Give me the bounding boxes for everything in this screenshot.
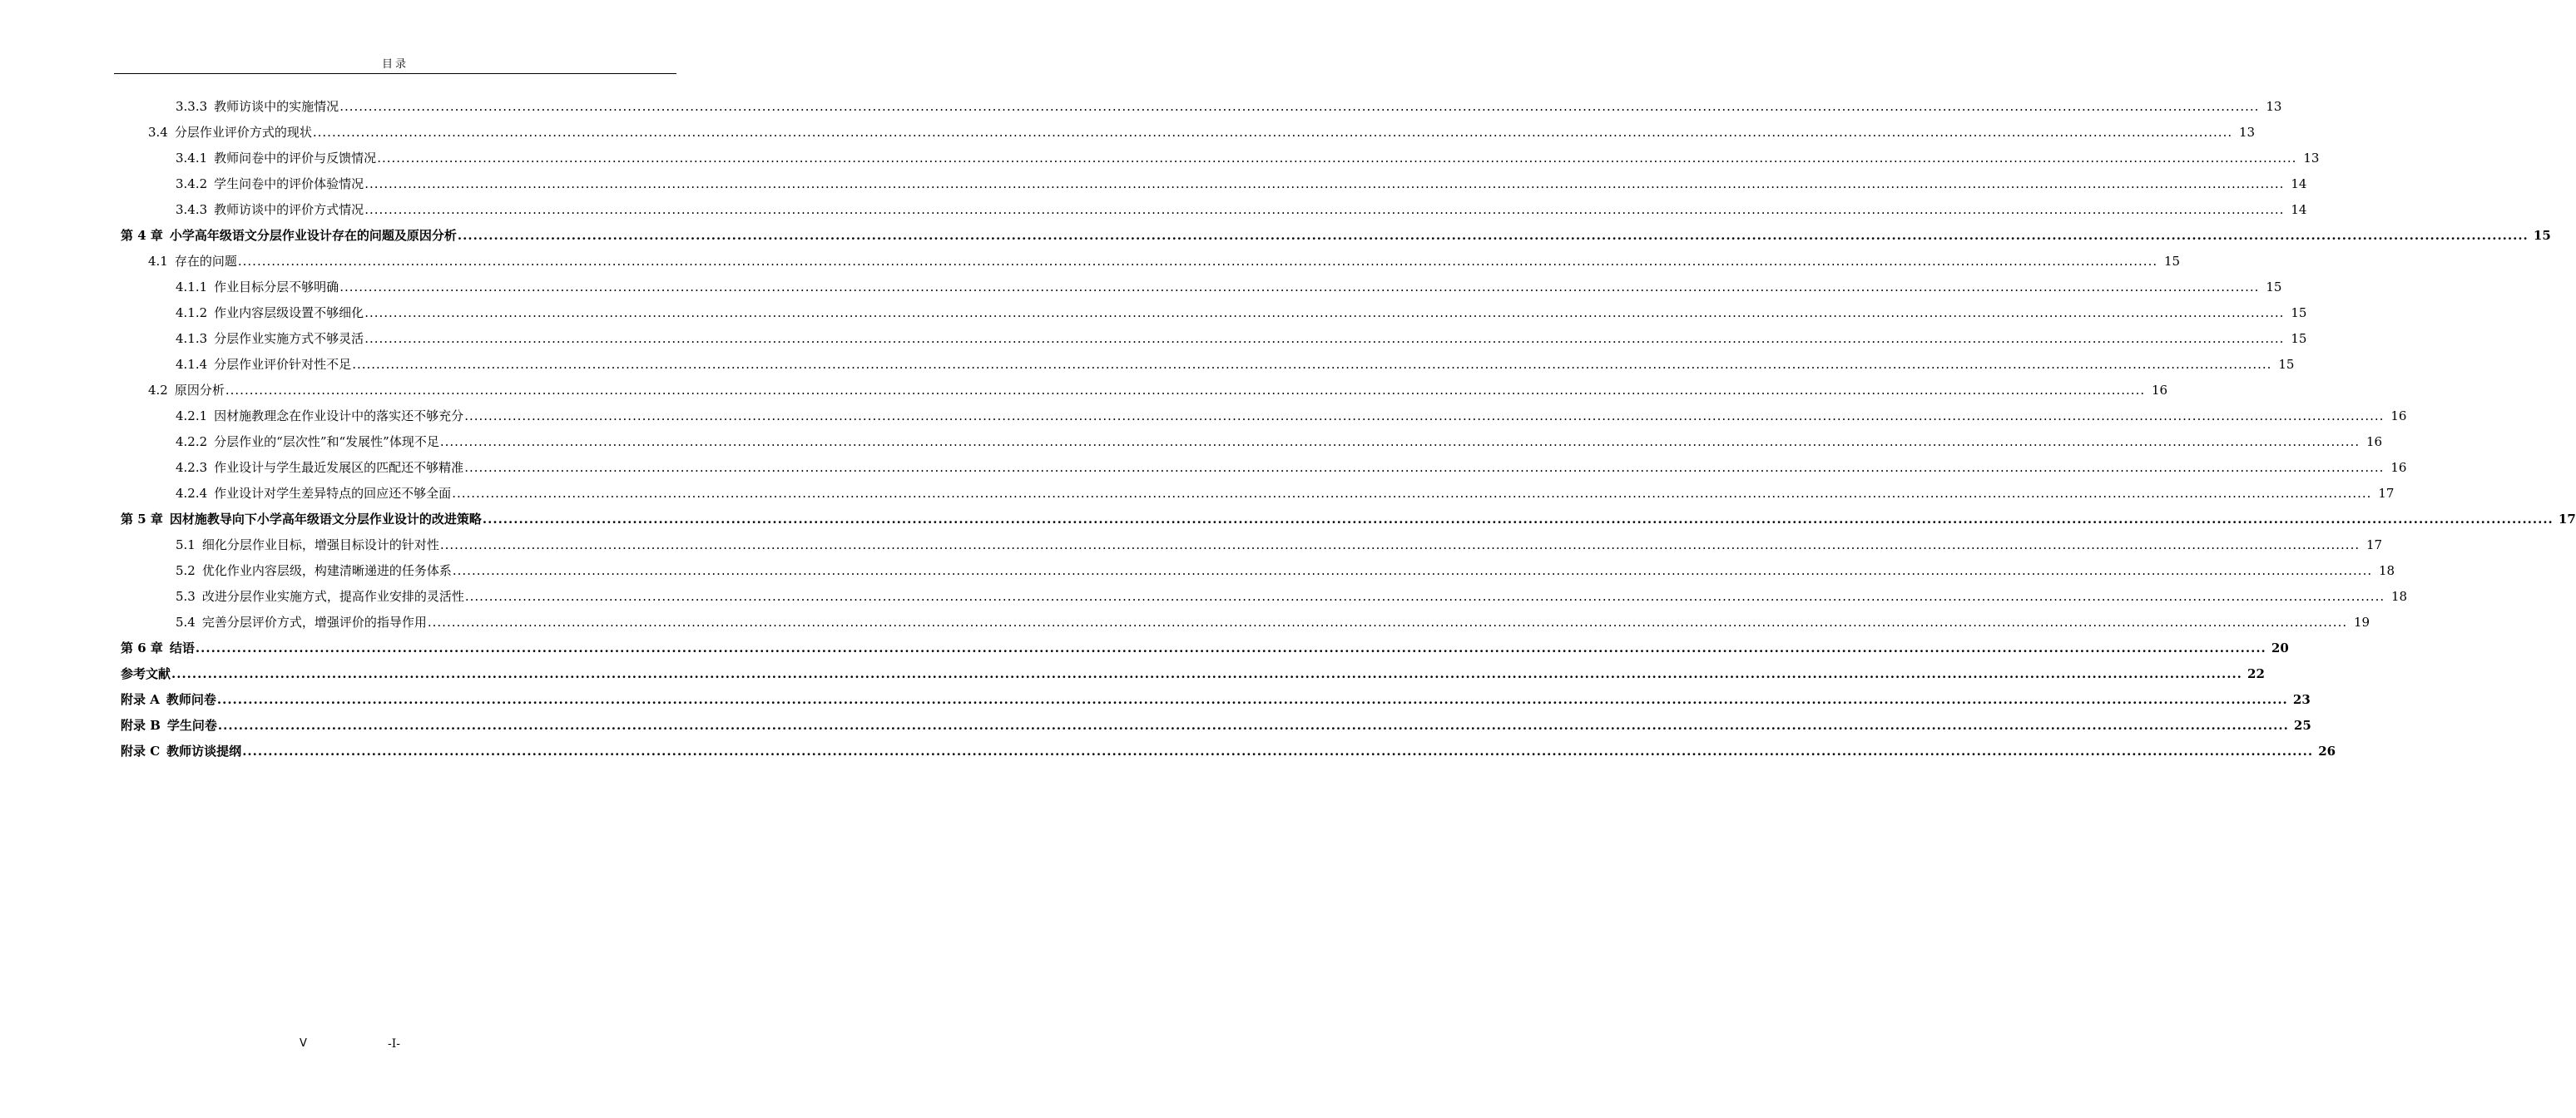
toc-entry-title: 参考文献 bbox=[121, 666, 171, 681]
toc-entry-title: 因材施教导向下小学高年级语文分层作业设计的改进策略 bbox=[169, 512, 482, 527]
toc-section-number: 3.4 bbox=[148, 125, 168, 140]
toc-section-number: 5.4 bbox=[176, 615, 196, 630]
toc-page-number: 16 bbox=[2390, 408, 2407, 423]
toc-entry-title: 作业内容层级设置不够细化 bbox=[214, 305, 364, 320]
toc-dot-leader: ................................................................................................................................................................................................................................................................................................................................................................................................................ bbox=[464, 460, 2385, 475]
toc-dot-leader: ................................................................................................................................................................................................................................................................................................................................................................................................................ bbox=[242, 744, 2314, 759]
toc-entry[interactable] bbox=[0, 585, 2408, 611]
toc-page-number: 13 bbox=[2303, 151, 2320, 166]
toc-entry[interactable] bbox=[0, 172, 2307, 198]
toc-page-number: 13 bbox=[2266, 99, 2282, 114]
toc-page-number: 14 bbox=[2291, 176, 2307, 191]
toc-entry-title: 作业设计对学生差异特点的回应还不够全面 bbox=[214, 486, 452, 501]
toc-entry[interactable] bbox=[0, 224, 2551, 250]
toc-page-number: 23 bbox=[2292, 692, 2311, 707]
footer-mark: V bbox=[300, 1037, 307, 1050]
toc-entry[interactable] bbox=[0, 353, 2295, 378]
toc-entry-title: 分层作业实施方式不够灵活 bbox=[214, 331, 364, 346]
toc-dot-leader: ................................................................................................................................................................................................................................................................................................................................................................................................................ bbox=[427, 615, 2348, 630]
toc-dot-leader: ................................................................................................................................................................................................................................................................................................................................................................................................................ bbox=[364, 305, 2285, 320]
toc-page-number: 17 bbox=[2378, 486, 2395, 501]
toc-entry-title: 教师访谈中的评价方式情况 bbox=[214, 202, 364, 217]
toc-dot-leader: ................................................................................................................................................................................................................................................................................................................................................................................................................ bbox=[339, 280, 2260, 294]
toc-section-number: 附录 A bbox=[121, 692, 160, 707]
toc-dot-leader: ................................................................................................................................................................................................................................................................................................................................................................................................................ bbox=[464, 408, 2385, 423]
toc-dot-leader: ................................................................................................................................................................................................................................................................................................................................................................................................................ bbox=[225, 383, 2146, 398]
table-of-contents bbox=[0, 95, 2576, 765]
toc-page-number: 14 bbox=[2291, 202, 2307, 217]
toc-section-number: 4.2.1 bbox=[176, 408, 208, 423]
toc-dot-leader: ................................................................................................................................................................................................................................................................................................................................................................................................................ bbox=[217, 718, 2289, 733]
toc-page-number: 15 bbox=[2164, 254, 2181, 269]
toc-section-number: 4.1.3 bbox=[176, 331, 208, 346]
toc-dot-leader: ................................................................................................................................................................................................................................................................................................................................................................................................................ bbox=[352, 357, 2272, 372]
toc-section-number: 附录 C bbox=[121, 744, 161, 759]
toc-entry-title: 小学高年级语文分层作业设计存在的问题及原因分析 bbox=[169, 228, 457, 243]
toc-entry-title: 因材施教理念在作业设计中的落实还不够充分 bbox=[214, 408, 464, 423]
toc-entry-title: 教师问卷 bbox=[166, 692, 216, 707]
footer-page-number: -I- bbox=[388, 1037, 400, 1051]
toc-section-number: 3.4.1 bbox=[176, 151, 208, 166]
toc-dot-leader: ................................................................................................................................................................................................................................................................................................................................................................................................................ bbox=[377, 151, 2297, 166]
toc-entry[interactable] bbox=[0, 95, 2282, 121]
toc-entry[interactable] bbox=[0, 250, 2181, 275]
toc-entry[interactable] bbox=[0, 275, 2282, 301]
toc-dot-leader: ................................................................................................................................................................................................................................................................................................................................................................................................................ bbox=[171, 666, 2242, 681]
toc-entry-title: 分层作业评价方式的现状 bbox=[174, 125, 312, 140]
toc-entry-title: 结语 bbox=[169, 641, 195, 655]
toc-dot-leader: ................................................................................................................................................................................................................................................................................................................................................................................................................ bbox=[464, 589, 2385, 604]
toc-dot-leader: ................................................................................................................................................................................................................................................................................................................................................................................................................ bbox=[439, 537, 2361, 552]
toc-section-number: 5.2 bbox=[176, 563, 196, 578]
toc-page-number: 15 bbox=[2291, 305, 2307, 320]
toc-page-number: 16 bbox=[2366, 434, 2383, 449]
toc-entry-title: 完善分层评价方式，增强评价的指导作用 bbox=[201, 615, 427, 630]
toc-entry[interactable] bbox=[0, 507, 2576, 533]
toc-entry[interactable] bbox=[0, 121, 2256, 146]
toc-section-number: 5.3 bbox=[176, 589, 196, 604]
toc-page-number: 26 bbox=[2318, 744, 2336, 759]
toc-section-number: 4.2.4 bbox=[176, 486, 208, 501]
toc-page-number: 16 bbox=[2390, 460, 2407, 475]
toc-entry[interactable] bbox=[0, 301, 2307, 327]
toc-entry-title: 存在的问题 bbox=[174, 254, 237, 269]
toc-entry[interactable] bbox=[0, 688, 2311, 714]
toc-entry-title: 教师访谈提纲 bbox=[166, 744, 242, 759]
toc-entry[interactable] bbox=[0, 198, 2307, 224]
toc-entry[interactable] bbox=[0, 327, 2307, 353]
toc-page-number: 15 bbox=[2266, 280, 2282, 294]
toc-section-number: 附录 B bbox=[121, 718, 161, 733]
toc-page-number: 19 bbox=[2354, 615, 2370, 630]
toc-entry[interactable] bbox=[0, 611, 2370, 636]
toc-entry-title: 原因分析 bbox=[174, 383, 225, 398]
toc-page-number: 15 bbox=[2291, 331, 2307, 346]
toc-section-number: 第 5 章 bbox=[121, 512, 163, 527]
header-rule bbox=[114, 73, 676, 74]
toc-entry[interactable] bbox=[0, 146, 2320, 172]
toc-page-number: 17 bbox=[2366, 537, 2383, 552]
toc-entry[interactable] bbox=[0, 482, 2395, 507]
toc-section-number: 4.2 bbox=[148, 383, 168, 398]
toc-page-number: 15 bbox=[2278, 357, 2295, 372]
toc-section-number: 4.1.1 bbox=[176, 280, 208, 294]
toc-entry[interactable] bbox=[0, 559, 2395, 585]
toc-entry[interactable] bbox=[0, 533, 2383, 559]
toc-dot-leader: ................................................................................................................................................................................................................................................................................................................................................................................................................ bbox=[457, 228, 2529, 243]
toc-section-number: 4.1.4 bbox=[176, 357, 208, 372]
toc-entry-title: 教师问卷中的评价与反馈情况 bbox=[214, 151, 377, 166]
toc-entry-title: 优化作业内容层级，构建清晰递进的任务体系 bbox=[201, 563, 452, 578]
toc-dot-leader: ................................................................................................................................................................................................................................................................................................................................................................................................................ bbox=[339, 99, 2260, 114]
toc-page-number: 25 bbox=[2293, 718, 2311, 733]
toc-dot-leader: ................................................................................................................................................................................................................................................................................................................................................................................................................ bbox=[452, 563, 2373, 578]
toc-section-number: 第 6 章 bbox=[121, 641, 163, 655]
toc-section-number: 3.4.3 bbox=[176, 202, 208, 217]
toc-entry[interactable] bbox=[0, 456, 2407, 482]
toc-entry[interactable] bbox=[0, 404, 2407, 430]
toc-entry-title: 改进分层作业实施方式，提高作业安排的灵活性 bbox=[201, 589, 464, 604]
toc-dot-leader: ................................................................................................................................................................................................................................................................................................................................................................................................................ bbox=[216, 692, 2288, 707]
toc-entry-title: 分层作业的“层次性”和“发展性”体现不足 bbox=[214, 434, 439, 449]
toc-section-number: 3.4.2 bbox=[176, 176, 208, 191]
toc-section-number: 第 4 章 bbox=[121, 228, 163, 243]
toc-dot-leader: ................................................................................................................................................................................................................................................................................................................................................................................................................ bbox=[452, 486, 2372, 501]
toc-page-number: 22 bbox=[2247, 666, 2265, 681]
toc-page-number: 13 bbox=[2239, 125, 2256, 140]
toc-page-number: 17 bbox=[2558, 512, 2576, 527]
toc-section-number: 3.3.3 bbox=[176, 99, 208, 114]
toc-dot-leader: ................................................................................................................................................................................................................................................................................................................................................................................................................ bbox=[237, 254, 2158, 269]
toc-dot-leader: ................................................................................................................................................................................................................................................................................................................................................................................................................ bbox=[312, 125, 2233, 140]
toc-entry[interactable] bbox=[0, 430, 2383, 456]
toc-dot-leader: ................................................................................................................................................................................................................................................................................................................................................................................................................ bbox=[364, 176, 2285, 191]
toc-page-number: 15 bbox=[2533, 228, 2551, 243]
toc-dot-leader: ................................................................................................................................................................................................................................................................................................................................................................................................................ bbox=[364, 202, 2285, 217]
toc-dot-leader: ................................................................................................................................................................................................................................................................................................................................................................................................................ bbox=[195, 641, 2266, 655]
running-header: 目录 bbox=[381, 58, 409, 71]
toc-section-number: 4.2.3 bbox=[176, 460, 208, 475]
toc-entry-title: 细化分层作业目标，增强目标设计的针对性 bbox=[201, 537, 439, 552]
toc-dot-leader: ................................................................................................................................................................................................................................................................................................................................................................................................................ bbox=[364, 331, 2285, 346]
toc-entry-title: 作业目标分层不够明确 bbox=[214, 280, 339, 294]
toc-entry[interactable] bbox=[0, 378, 2168, 404]
toc-entry[interactable] bbox=[0, 740, 2336, 765]
toc-page-number: 18 bbox=[2391, 589, 2408, 604]
toc-page-number: 16 bbox=[2152, 383, 2168, 398]
toc-entry-title: 学生问卷中的评价体验情况 bbox=[214, 176, 364, 191]
toc-entry[interactable] bbox=[0, 662, 2265, 688]
toc-section-number: 4.2.2 bbox=[176, 434, 208, 449]
toc-entry-title: 分层作业评价针对性不足 bbox=[214, 357, 352, 372]
toc-section-number: 4.1 bbox=[148, 254, 168, 269]
toc-dot-leader: ................................................................................................................................................................................................................................................................................................................................................................................................................ bbox=[482, 512, 2554, 527]
toc-entry[interactable] bbox=[0, 714, 2311, 740]
toc-entry-title: 作业设计与学生最近发展区的匹配还不够精准 bbox=[214, 460, 464, 475]
toc-section-number: 4.1.2 bbox=[176, 305, 208, 320]
toc-page-number: 20 bbox=[2271, 641, 2289, 655]
toc-entry[interactable] bbox=[0, 636, 2289, 662]
toc-entry-title: 学生问卷 bbox=[166, 718, 217, 733]
toc-dot-leader: ................................................................................................................................................................................................................................................................................................................................................................................................................ bbox=[439, 434, 2361, 449]
toc-entry-title: 教师访谈中的实施情况 bbox=[214, 99, 339, 114]
toc-section-number: 5.1 bbox=[176, 537, 196, 552]
toc-page-number: 18 bbox=[2379, 563, 2395, 578]
